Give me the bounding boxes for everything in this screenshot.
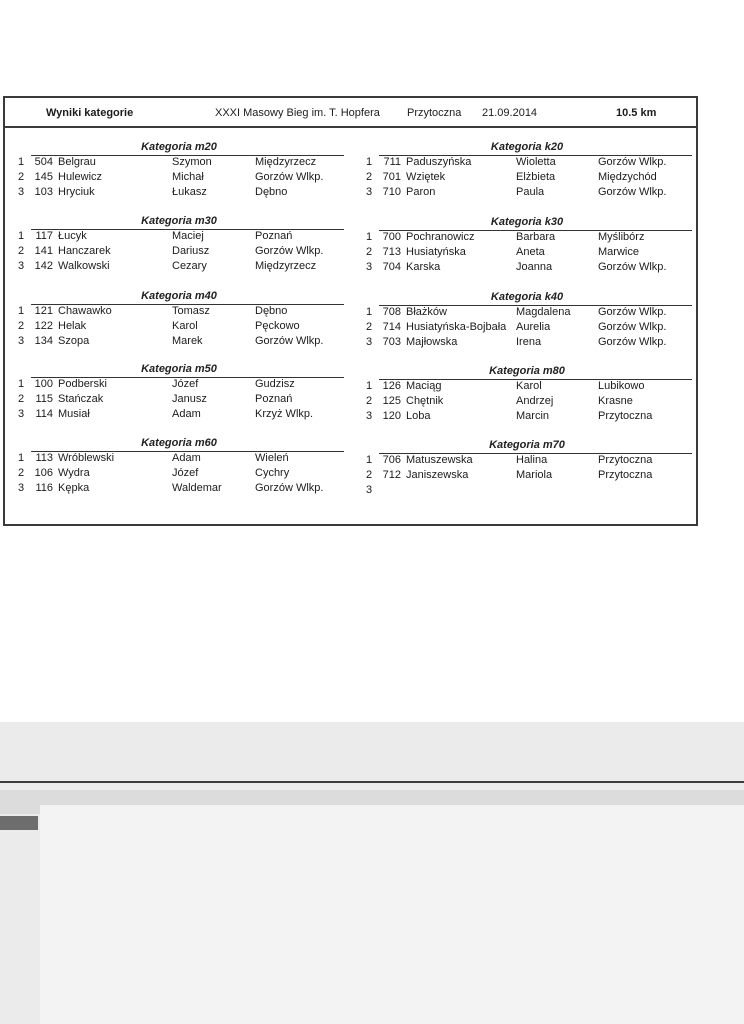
city-cell: Dębno xyxy=(255,305,288,317)
place-cell: 1 xyxy=(366,156,373,168)
place-cell: 1 xyxy=(18,230,25,242)
place-cell: 2 xyxy=(18,393,25,405)
city-cell: Marwice xyxy=(598,246,639,258)
city-cell: Gorzów Wlkp. xyxy=(598,321,667,333)
result-row xyxy=(362,335,692,350)
first-name-cell: Andrzej xyxy=(516,395,554,407)
category-block-m40 xyxy=(14,290,344,360)
first-name-cell: Janusz xyxy=(172,393,207,405)
category-title: Kategoria m70 xyxy=(489,439,565,451)
first-name-cell: Maciej xyxy=(172,230,204,242)
result-row xyxy=(362,185,692,200)
place-cell: 2 xyxy=(366,171,373,183)
first-name-cell: Elżbieta xyxy=(516,171,556,183)
results-sheet xyxy=(3,96,698,526)
bib-number-cell: 113 xyxy=(35,452,53,464)
header-divider xyxy=(5,126,696,128)
bib-number-cell: 704 xyxy=(382,261,401,273)
place-cell: 2 xyxy=(18,320,25,332)
result-row xyxy=(14,319,344,334)
surname-cell: Karska xyxy=(406,261,441,273)
category-block-m20 xyxy=(14,141,344,211)
category-title: Kategoria m40 xyxy=(141,290,217,302)
first-name-cell: Irena xyxy=(516,336,542,348)
result-row xyxy=(362,453,692,468)
first-name-cell: Mariola xyxy=(516,469,553,481)
bib-number-cell: 714 xyxy=(382,321,401,333)
city-cell: Gorzów Wlkp. xyxy=(255,245,324,257)
surname-cell: Janiszewska xyxy=(406,469,469,481)
surname-cell: Podberski xyxy=(58,378,107,390)
result-row xyxy=(14,185,344,200)
city-cell: Gorzów Wlkp. xyxy=(598,306,667,318)
bib-number-cell: 116 xyxy=(35,482,53,494)
first-name-cell: Aneta xyxy=(516,246,545,258)
event-date: 21.09.2014 xyxy=(482,107,538,119)
category-title: Kategoria m50 xyxy=(141,363,217,375)
first-name-cell: Dariusz xyxy=(172,245,210,257)
category-block-m70 xyxy=(362,439,692,509)
category-block-k30 xyxy=(362,216,692,286)
city-cell: Międzyrzecz xyxy=(255,260,317,272)
first-name-cell: Józef xyxy=(172,378,199,390)
first-name-cell: Magdalena xyxy=(516,306,571,318)
city-cell: Lubikowo xyxy=(598,380,645,392)
results-list xyxy=(14,451,344,496)
result-row xyxy=(362,409,692,424)
first-name-cell: Halina xyxy=(516,454,548,466)
surname-cell: Wziętek xyxy=(406,171,446,183)
surname-cell: Hanczarek xyxy=(58,245,111,257)
place-cell: 2 xyxy=(18,171,25,183)
result-row xyxy=(14,466,344,481)
bib-number-cell: 126 xyxy=(382,380,401,392)
bib-number-cell: 114 xyxy=(35,408,53,420)
place-cell: 1 xyxy=(366,306,373,318)
surname-cell: Chętnik xyxy=(406,395,444,407)
results-list xyxy=(14,304,344,349)
result-row xyxy=(14,334,344,349)
bib-number-cell: 100 xyxy=(34,378,53,390)
scan-edge-line xyxy=(0,781,744,783)
city-cell: Poznań xyxy=(255,393,293,405)
city-cell: Przytoczna xyxy=(598,410,653,422)
bib-number-cell: 706 xyxy=(382,454,401,466)
first-name-cell: Adam xyxy=(172,408,201,420)
bib-number-cell: 713 xyxy=(382,246,401,258)
place-cell: 3 xyxy=(18,482,25,494)
place-cell: 3 xyxy=(18,408,25,420)
event-name: XXXI Masowy Bieg im. T. Hopfera xyxy=(215,107,380,119)
first-name-cell: Waldemar xyxy=(172,482,222,494)
surname-cell: Loba xyxy=(406,410,431,422)
surname-cell: Kępka xyxy=(58,482,90,494)
bib-number-cell: 703 xyxy=(382,336,401,348)
scan-tab xyxy=(0,816,38,830)
result-row xyxy=(14,304,344,319)
city-cell: Przytoczna xyxy=(598,469,653,481)
surname-cell: Hryciuk xyxy=(58,186,95,198)
place-cell: 2 xyxy=(366,469,373,481)
bib-number-cell: 145 xyxy=(34,171,53,183)
results-title: Wyniki kategorie xyxy=(46,107,134,119)
result-row xyxy=(362,483,692,498)
place-cell: 2 xyxy=(18,245,25,257)
bib-number-cell: 106 xyxy=(34,467,53,479)
result-row xyxy=(362,155,692,170)
city-cell: Międzyrzecz xyxy=(255,156,317,168)
place-cell: 3 xyxy=(18,186,25,198)
city-cell: Przytoczna xyxy=(598,454,653,466)
bib-number-cell: 710 xyxy=(382,186,401,198)
city-cell: Poznań xyxy=(255,230,293,242)
surname-cell: Musiał xyxy=(58,408,90,420)
bib-number-cell: 117 xyxy=(35,230,53,242)
place-cell: 1 xyxy=(366,454,373,466)
bib-number-cell: 700 xyxy=(382,231,401,243)
first-name-cell: Tomasz xyxy=(172,305,210,317)
surname-cell: Belgrau xyxy=(58,156,96,168)
surname-cell: Paron xyxy=(406,186,436,198)
result-row xyxy=(362,245,692,260)
city-cell: Gorzów Wlkp. xyxy=(598,156,667,168)
results-list xyxy=(362,379,692,424)
surname-cell: Pochranowicz xyxy=(406,231,475,243)
city-cell: Pęckowo xyxy=(255,320,300,332)
surname-cell: Łucyk xyxy=(58,230,87,242)
result-row xyxy=(362,379,692,394)
first-name-cell: Karol xyxy=(516,380,542,392)
city-cell: Międzychód xyxy=(598,171,657,183)
bib-number-cell: 115 xyxy=(35,393,53,405)
place-cell: 2 xyxy=(366,321,373,333)
city-cell: Gorzów Wlkp. xyxy=(255,171,324,183)
place-cell: 3 xyxy=(18,260,25,272)
bib-number-cell: 142 xyxy=(34,260,53,272)
surname-cell: Matuszewska xyxy=(406,454,473,466)
first-name-cell: Joanna xyxy=(516,261,553,273)
first-name-cell: Marcin xyxy=(516,410,550,422)
results-list xyxy=(14,155,344,200)
bib-number-cell: 120 xyxy=(382,410,401,422)
result-row xyxy=(14,407,344,422)
category-title: Kategoria m30 xyxy=(141,215,217,227)
surname-cell: Walkowski xyxy=(58,260,110,272)
category-block-m30 xyxy=(14,215,344,285)
surname-cell: Husiatyńska-Bojbała xyxy=(406,321,507,333)
city-cell: Gorzów Wlkp. xyxy=(255,335,324,347)
city-cell: Gudzisz xyxy=(255,378,295,390)
surname-cell: Błażków xyxy=(406,306,447,318)
result-row xyxy=(14,481,344,496)
place-cell: 3 xyxy=(366,410,373,422)
category-title: Kategoria k20 xyxy=(490,141,564,153)
result-row xyxy=(362,170,692,185)
city-cell: Gorzów Wlkp. xyxy=(255,482,324,494)
result-row xyxy=(14,244,344,259)
result-row xyxy=(14,229,344,244)
category-block-m60 xyxy=(14,437,344,507)
category-title: Kategoria m20 xyxy=(141,141,217,153)
results-list xyxy=(14,377,344,422)
city-cell: Myślibórz xyxy=(598,231,645,243)
surname-cell: Maciąg xyxy=(406,380,442,392)
first-name-cell: Wioletta xyxy=(516,156,556,168)
city-cell: Cychry xyxy=(255,467,290,479)
surname-cell: Stańczak xyxy=(58,393,104,405)
surname-cell: Hulewicz xyxy=(58,171,103,183)
surname-cell: Chawawko xyxy=(58,305,112,317)
surname-cell: Paduszyńska xyxy=(406,156,472,168)
bib-number-cell: 103 xyxy=(34,186,53,198)
category-block-k20 xyxy=(362,141,692,211)
bib-number-cell: 504 xyxy=(34,156,53,168)
result-row xyxy=(14,377,344,392)
bib-number-cell: 134 xyxy=(34,335,53,347)
first-name-cell: Łukasz xyxy=(172,186,207,198)
place-cell: 1 xyxy=(18,305,25,317)
results-list xyxy=(14,229,344,274)
city-cell: Krzyż Wlkp. xyxy=(255,408,314,420)
result-row xyxy=(14,392,344,407)
result-row xyxy=(14,451,344,466)
place-cell: 3 xyxy=(18,335,25,347)
category-block-k40 xyxy=(362,291,692,361)
place-cell: 1 xyxy=(366,380,373,392)
results-list xyxy=(362,155,692,200)
surname-cell: Husiatyńska xyxy=(406,246,466,258)
event-place: Przytoczna xyxy=(407,107,462,119)
bib-number-cell: 125 xyxy=(382,395,401,407)
category-title: Kategoria m60 xyxy=(141,437,217,449)
bib-number-cell: 708 xyxy=(382,306,401,318)
result-row xyxy=(362,320,692,335)
result-row xyxy=(362,230,692,245)
first-name-cell: Aurelia xyxy=(516,321,551,333)
place-cell: 2 xyxy=(18,467,25,479)
scan-panel xyxy=(40,805,744,1024)
result-row xyxy=(362,305,692,320)
first-name-cell: Barbara xyxy=(516,231,556,243)
place-cell: 1 xyxy=(18,156,25,168)
surname-cell: Szopa xyxy=(58,335,90,347)
first-name-cell: Józef xyxy=(172,467,199,479)
result-row xyxy=(362,260,692,275)
city-cell: Dębno xyxy=(255,186,288,198)
result-row xyxy=(14,170,344,185)
city-cell: Krasne xyxy=(598,395,633,407)
city-cell: Gorzów Wlkp. xyxy=(598,336,667,348)
result-row xyxy=(14,259,344,274)
first-name-cell: Szymon xyxy=(172,156,212,168)
category-title: Kategoria k30 xyxy=(490,216,564,228)
place-cell: 2 xyxy=(366,395,373,407)
category-title: Kategoria m80 xyxy=(489,365,565,377)
surname-cell: Wróblewski xyxy=(58,452,115,464)
place-cell: 2 xyxy=(366,246,373,258)
surname-cell: Wydra xyxy=(58,467,90,479)
category-title: Kategoria k40 xyxy=(490,291,564,303)
place-cell: 1 xyxy=(18,378,25,390)
results-list xyxy=(362,305,692,350)
place-cell: 1 xyxy=(366,231,373,243)
place-cell: 3 xyxy=(366,484,373,496)
city-cell: Gorzów Wlkp. xyxy=(598,261,667,273)
city-cell: Gorzów Wlkp. xyxy=(598,186,667,198)
results-list xyxy=(362,230,692,275)
bib-number-cell: 701 xyxy=(382,171,401,183)
category-block-m80 xyxy=(362,365,692,435)
result-row xyxy=(362,394,692,409)
place-cell: 3 xyxy=(366,261,373,273)
surname-cell: Majłowska xyxy=(406,336,458,348)
result-row xyxy=(14,155,344,170)
first-name-cell: Adam xyxy=(172,452,201,464)
bib-number-cell: 141 xyxy=(34,245,53,257)
bib-number-cell: 711 xyxy=(383,156,401,168)
bib-number-cell: 121 xyxy=(34,305,53,317)
results-list xyxy=(362,453,692,498)
first-name-cell: Michał xyxy=(172,171,204,183)
bib-number-cell: 712 xyxy=(382,469,401,481)
first-name-cell: Karol xyxy=(172,320,198,332)
first-name-cell: Marek xyxy=(172,335,203,347)
first-name-cell: Cezary xyxy=(172,260,207,272)
category-block-m50 xyxy=(14,363,344,433)
surname-cell: Helak xyxy=(58,320,87,332)
place-cell: 3 xyxy=(366,186,373,198)
city-cell: Wieleń xyxy=(255,452,289,464)
bib-number-cell: 122 xyxy=(34,320,53,332)
place-cell: 1 xyxy=(18,452,25,464)
first-name-cell: Paula xyxy=(516,186,545,198)
place-cell: 3 xyxy=(366,336,373,348)
result-row xyxy=(362,468,692,483)
event-distance: 10.5 km xyxy=(616,107,657,119)
